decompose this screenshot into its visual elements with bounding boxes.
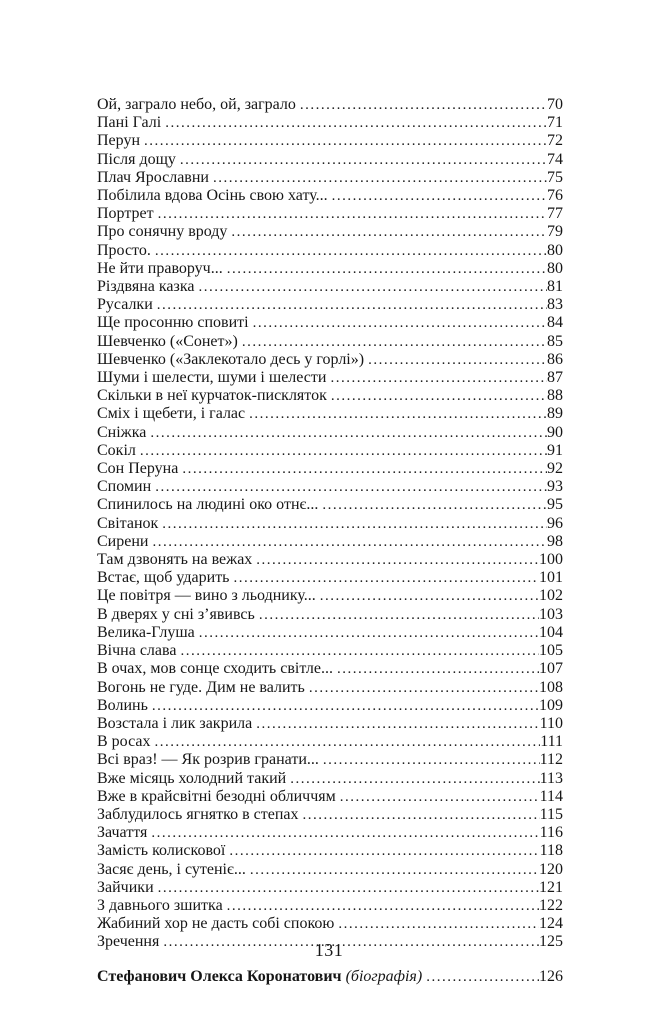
toc-entry <box>97 387 563 405</box>
toc-entry-page-number: 87 <box>547 369 563 387</box>
toc-entry-page-number: 109 <box>539 696 563 714</box>
toc-entry-page-number: 113 <box>539 769 563 787</box>
toc-dot-leader <box>178 461 547 478</box>
toc-entry <box>97 515 563 533</box>
toc-entry <box>97 169 563 187</box>
toc-entry-page-number: 79 <box>547 223 563 241</box>
toc-entry-title: В дверях у сні з’явивсь <box>97 605 255 623</box>
toc-entry-page-number: 124 <box>539 915 563 933</box>
toc-entry-title: Не йти праворуч... <box>97 259 223 277</box>
toc-entry <box>97 114 563 132</box>
page-number-folio: 131 <box>314 940 344 960</box>
toc-dot-leader <box>148 534 547 551</box>
toc-dot-leader <box>364 352 547 369</box>
toc-entry-title: Сміх і щебети, і галас <box>97 405 246 423</box>
toc-entry <box>97 496 563 514</box>
toc-dot-leader <box>328 188 547 205</box>
toc-dot-leader <box>153 297 547 314</box>
toc-entry-title: Шуми і шелести, шуми і шелести <box>97 369 327 387</box>
toc-entry <box>97 715 563 733</box>
toc-entry-page-number: 101 <box>539 569 563 587</box>
toc-entry-title: Волинь <box>97 696 148 714</box>
toc-entry-page-number: 114 <box>539 787 563 805</box>
toc-dot-leader <box>148 698 539 715</box>
toc-entry <box>97 551 563 569</box>
toc-entry-title: Пані Галі <box>97 114 162 132</box>
toc-entry-page-number: 111 <box>540 733 563 751</box>
toc-entry-title: Спомин <box>97 478 152 496</box>
toc-entry <box>97 642 563 660</box>
toc-dot-leader <box>333 661 539 678</box>
toc-entry <box>97 624 563 642</box>
toc-entry-page-number: 70 <box>547 96 563 113</box>
toc-entry <box>97 223 563 241</box>
toc-entry <box>97 205 563 223</box>
toc-entry-title: В росах <box>97 733 151 751</box>
toc-entry-page-number: 108 <box>539 678 563 696</box>
toc-entry-page-number: 93 <box>547 478 563 496</box>
toc-entry <box>97 788 563 806</box>
toc-entry-title: Вже в крайсвітні безодні обличчям <box>97 787 336 805</box>
toc-dot-leader <box>154 206 547 223</box>
toc-entry-page-number: 118 <box>539 842 563 860</box>
toc-dot-leader <box>319 752 540 769</box>
toc-entry <box>97 151 563 169</box>
toc-entry-page-number: 75 <box>547 168 563 186</box>
toc-entry-page-number: 120 <box>539 860 563 878</box>
toc-dot-leader <box>334 916 539 933</box>
toc-entry <box>97 242 563 260</box>
toc-entry-page-number: 125 <box>539 933 563 951</box>
toc-dot-leader <box>336 789 540 806</box>
toc-entry-title: Скільки в неї курчаток-пискляток <box>97 387 327 405</box>
toc-entry-page-number: 126 <box>539 967 563 985</box>
toc-dot-leader <box>252 716 539 733</box>
toc-entry <box>97 478 563 496</box>
toc-entry-biography <box>97 968 563 986</box>
toc-entry-title: Зречення <box>97 933 160 951</box>
toc-entry-title: Шевченко («Сонет») <box>97 332 238 350</box>
toc-entry <box>97 424 563 442</box>
toc-dot-leader <box>246 862 539 879</box>
toc-entry <box>97 751 563 769</box>
toc-entry-page-number: 104 <box>539 623 563 641</box>
toc-dot-leader <box>158 516 547 533</box>
toc-entry-title: Шевченко («Заклекотало десь у горлі») <box>97 350 365 368</box>
toc-dot-leader <box>245 406 547 423</box>
toc-dot-leader <box>326 370 547 387</box>
toc-entry-title: Там дзвонять на вежах <box>97 551 253 569</box>
toc-dot-leader <box>286 771 539 788</box>
toc-entry-page-number: 112 <box>539 751 563 769</box>
toc-entry <box>97 697 563 715</box>
toc-entry <box>97 679 563 697</box>
toc-entry-title: Сон Перуна <box>97 460 179 478</box>
toc-entry-page-number: 85 <box>547 332 563 350</box>
toc-entry-title: Жабиний хор не дасть собі спокою <box>97 915 335 933</box>
toc-entry-title: Замість колискової <box>97 842 226 860</box>
toc-entry <box>97 442 563 460</box>
toc-dot-leader <box>238 334 547 351</box>
toc-dot-leader <box>151 479 547 496</box>
toc-entry-page-number: 102 <box>539 587 563 605</box>
toc-entry-page-number: 90 <box>547 423 563 441</box>
toc-dot-leader <box>147 825 539 842</box>
toc-entry-title: Про сонячну вроду <box>97 223 228 241</box>
toc-entry <box>97 96 563 114</box>
toc-entry <box>97 405 563 423</box>
toc-dot-leader <box>252 552 539 569</box>
toc-entry-title: Світанок <box>97 514 159 532</box>
toc-entry-page-number: 83 <box>547 296 563 314</box>
toc-entry <box>97 897 563 915</box>
table-of-contents <box>97 96 563 952</box>
toc-dot-leader <box>176 643 539 660</box>
toc-dot-leader <box>209 170 547 187</box>
toc-entry-page-number: 115 <box>539 805 563 823</box>
toc-entry-title <box>97 968 422 985</box>
toc-entry-page-number: 91 <box>547 441 563 459</box>
toc-entry-title: Встає, щоб ударить <box>97 569 230 587</box>
toc-dot-leader <box>161 115 547 132</box>
toc-dot-leader <box>227 224 547 241</box>
toc-entry-title: Ще просонню сповиті <box>97 314 249 332</box>
toc-entry <box>97 879 563 897</box>
toc-dot-leader <box>305 680 539 697</box>
toc-entry-title: Засяє день, і сутеніє... <box>97 860 246 878</box>
toc-entry-title: Просто. <box>97 241 151 259</box>
toc-entry-title: В очах, мов сонце сходить світле... <box>97 660 334 678</box>
toc-dot-leader <box>140 133 547 150</box>
toc-entry-title: Різдвяна казка <box>97 278 195 296</box>
toc-entry-page-number: 121 <box>539 878 563 896</box>
toc-entry <box>97 533 563 551</box>
toc-entry <box>97 333 563 351</box>
toc-entry <box>97 606 563 624</box>
toc-dot-leader <box>296 97 547 114</box>
author-name: Стефанович Олекса Коронатович <box>97 967 342 985</box>
toc-entry <box>97 132 563 150</box>
toc-entry-title: Всі враз! — Як розрив гранати... <box>97 751 319 769</box>
toc-entry-title: Возстала і лик закрила <box>97 714 253 732</box>
toc-entry <box>97 660 563 678</box>
toc-entry-page-number: 71 <box>547 114 563 132</box>
toc-entry-title: Велика-Глуша <box>97 623 195 641</box>
toc-entry <box>97 806 563 824</box>
toc-dot-leader <box>318 497 547 514</box>
toc-dot-leader <box>327 388 547 405</box>
toc-entry-page-number: 74 <box>547 150 563 168</box>
toc-entry-page-number: 92 <box>547 460 563 478</box>
toc-dot-leader <box>225 843 539 860</box>
toc-entry <box>97 770 563 788</box>
toc-entry-page-number: 81 <box>547 278 563 296</box>
toc-entry-page-number: 89 <box>547 405 563 423</box>
toc-entry-title: Після дощу <box>97 150 176 168</box>
toc-entry-title: Перун <box>97 132 141 150</box>
toc-entry-title: Вічна слава <box>97 642 177 660</box>
toc-entry-title: Вже місяць холодний такий <box>97 769 287 787</box>
toc-dot-leader <box>299 807 540 824</box>
toc-entry-page-number: 88 <box>547 387 563 405</box>
toc-entry-title: Заблудилось ягнятко в степах <box>97 805 299 823</box>
toc-entry-title: Портрет <box>97 205 154 223</box>
toc-entry <box>97 296 563 314</box>
toc-entry-page-number: 84 <box>547 314 563 332</box>
toc-dot-leader <box>154 880 539 897</box>
toc-entry-title: Зайчики <box>97 878 154 896</box>
toc-entry <box>97 842 563 860</box>
toc-entry-title: Спинилось на людині око отнє... <box>97 496 319 514</box>
toc-entry <box>97 460 563 478</box>
biography-label: (біографія) <box>345 967 423 985</box>
toc-entry-title: Вогонь не гуде. Дим не валить <box>97 678 305 696</box>
toc-entry-page-number: 107 <box>539 660 563 678</box>
toc-entry-page-number: 96 <box>547 514 563 532</box>
toc-entry-page-number: 76 <box>547 187 563 205</box>
toc-entry-page-number: 100 <box>539 551 563 569</box>
toc-entry <box>97 824 563 842</box>
toc-entry-page-number: 95 <box>547 496 563 514</box>
toc-entry-title: Ой, заграло небо, ой, заграло <box>97 96 296 113</box>
toc-entry-page-number: 122 <box>539 896 563 914</box>
toc-entry <box>97 861 563 879</box>
toc-entry-page-number: 105 <box>539 642 563 660</box>
toc-dot-leader <box>150 734 540 751</box>
toc-entry-page-number: 77 <box>547 205 563 223</box>
toc-dot-leader <box>229 570 539 587</box>
toc-dot-leader <box>249 315 547 332</box>
toc-entry <box>97 260 563 278</box>
toc-dot-leader <box>255 607 539 624</box>
toc-entry <box>97 733 563 751</box>
toc-entry <box>97 569 563 587</box>
toc-dot-leader <box>195 625 539 642</box>
toc-entry-title: Сокіл <box>97 441 136 459</box>
toc-entry <box>97 278 563 296</box>
toc-entry-title: Сніжка <box>97 423 147 441</box>
toc-entry-page-number: 116 <box>539 824 563 842</box>
toc-entry <box>97 369 563 387</box>
toc-dot-leader <box>223 261 547 278</box>
toc-entry <box>97 915 563 933</box>
toc-entry-page-number: 103 <box>539 605 563 623</box>
toc-dot-leader <box>176 152 547 169</box>
toc-entry-page-number: 80 <box>547 259 563 277</box>
toc-entry-title: Зачаття <box>97 824 148 842</box>
toc-dot-leader <box>422 969 539 986</box>
toc-entry-page-number: 86 <box>547 350 563 368</box>
toc-dot-leader <box>194 279 547 296</box>
toc-entry-page-number: 80 <box>547 241 563 259</box>
toc-dot-leader <box>223 898 539 915</box>
toc-entry-title: Русалки <box>97 296 153 314</box>
toc-dot-leader <box>316 588 539 605</box>
toc-entry-page-number: 98 <box>547 532 563 550</box>
toc-entry <box>97 587 563 605</box>
toc-entry <box>97 314 563 332</box>
toc-entry <box>97 351 563 369</box>
toc-entry-title: Плач Ярославни <box>97 168 209 186</box>
toc-entry-title: З давнього зшитка <box>97 896 223 914</box>
toc-entry-page-number: 110 <box>539 714 563 732</box>
toc-entry-title: Сирени <box>97 532 149 550</box>
toc-dot-leader <box>146 425 547 442</box>
toc-entry <box>97 187 563 205</box>
toc-dot-leader <box>151 243 547 260</box>
toc-entry-page-number: 72 <box>547 132 563 150</box>
toc-entry-title: Побілила вдова Осінь свою хату... <box>97 187 328 205</box>
toc-dot-leader <box>136 443 547 460</box>
toc-entry-title: Це повітря — вино з льоднику... <box>97 587 316 605</box>
